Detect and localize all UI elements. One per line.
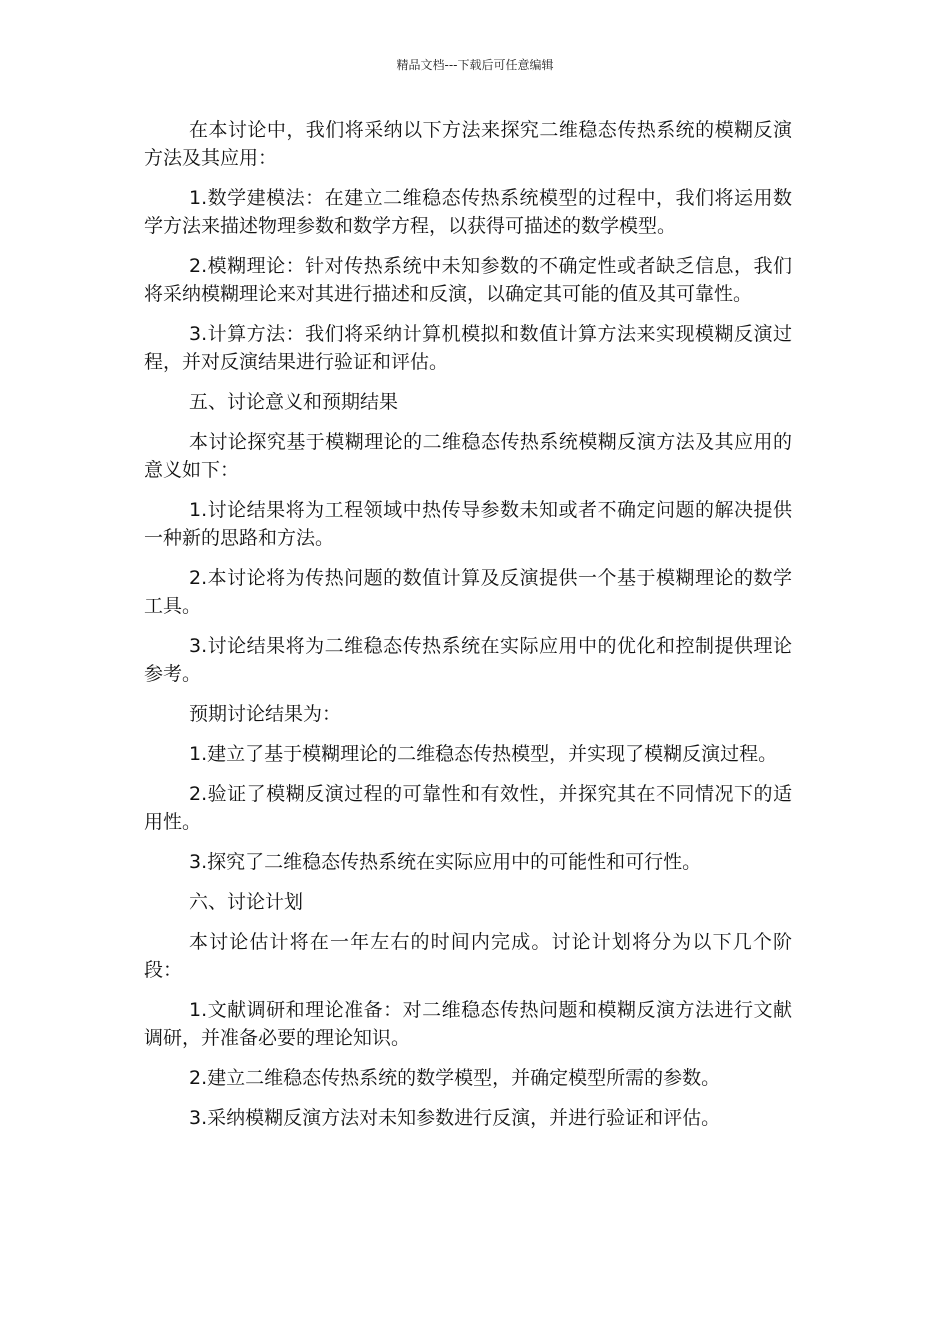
section-heading-plan: 六、讨论计划: [189, 891, 304, 913]
paragraph-method-1: 1.数学建模法：在建立二维稳态传热系统模型的过程中，我们将运用数学方法来描述物理参数和数学方程，以获得可描述的数学模型。: [144, 187, 792, 237]
paragraph-expected-2: 2.验证了模糊反演过程的可靠性和有效性，并探究其在不同情况下的适用性。: [144, 783, 792, 833]
paragraph-significance-3: 3.讨论结果将为二维稳态传热系统在实际应用中的优化和控制提供理论参考。: [144, 635, 792, 685]
paragraph-plan-intro: 本讨论估计将在一年左右的时间内完成。讨论计划将分为以下几个阶段：: [144, 931, 792, 981]
paragraph-plan-1: 1.文献调研和理论准备：对二维稳态传热问题和模糊反演方法进行文献调研，并准备必要的理论知识。: [144, 999, 792, 1049]
paragraph-significance-2: 2.本讨论将为传热问题的数值计算及反演提供一个基于模糊理论的数学工具。: [144, 567, 792, 617]
paragraph-significance-intro: 本讨论探究基于模糊理论的二维稳态传热系统模糊反演方法及其应用的意义如下：: [144, 431, 792, 481]
paragraph-methods-intro: 在本讨论中，我们将采纳以下方法来探究二维稳态传热系统的模糊反演方法及其应用：: [144, 119, 792, 169]
paragraph-expected-intro: 预期讨论结果为：: [189, 703, 342, 725]
paragraph-significance-1: 1.讨论结果将为工程领域中热传导参数未知或者不确定问题的解决提供一种新的思路和方法。: [144, 499, 792, 549]
paragraph-method-2: 2.模糊理论：针对传热系统中未知参数的不确定性或者缺乏信息，我们将采纳模糊理论来对其进行描述和反演，以确定其可能的值及其可靠性。: [144, 255, 792, 305]
section-heading-significance: 五、讨论意义和预期结果: [189, 391, 399, 413]
paragraph-plan-2: 2.建立二维稳态传热系统的数学模型，并确定模型所需的参数。: [189, 1067, 721, 1089]
page-header: 精品文档---下载后可任意编辑: [396, 58, 554, 72]
document-body: [144, 116, 792, 1144]
paragraph-expected-1: 1.建立了基于模糊理论的二维稳态传热模型，并实现了模糊反演过程。: [189, 743, 778, 765]
paragraph-method-3: 3.计算方法：我们将采纳计算机模拟和数值计算方法来实现模糊反演过程，并对反演结果进行验证和评估。: [144, 323, 792, 373]
paragraph-plan-3: 3.采纳模糊反演方法对未知参数进行反演，并进行验证和评估。: [189, 1107, 721, 1129]
paragraph-expected-3: 3.探究了二维稳态传热系统在实际应用中的可能性和可行性。: [189, 851, 702, 873]
